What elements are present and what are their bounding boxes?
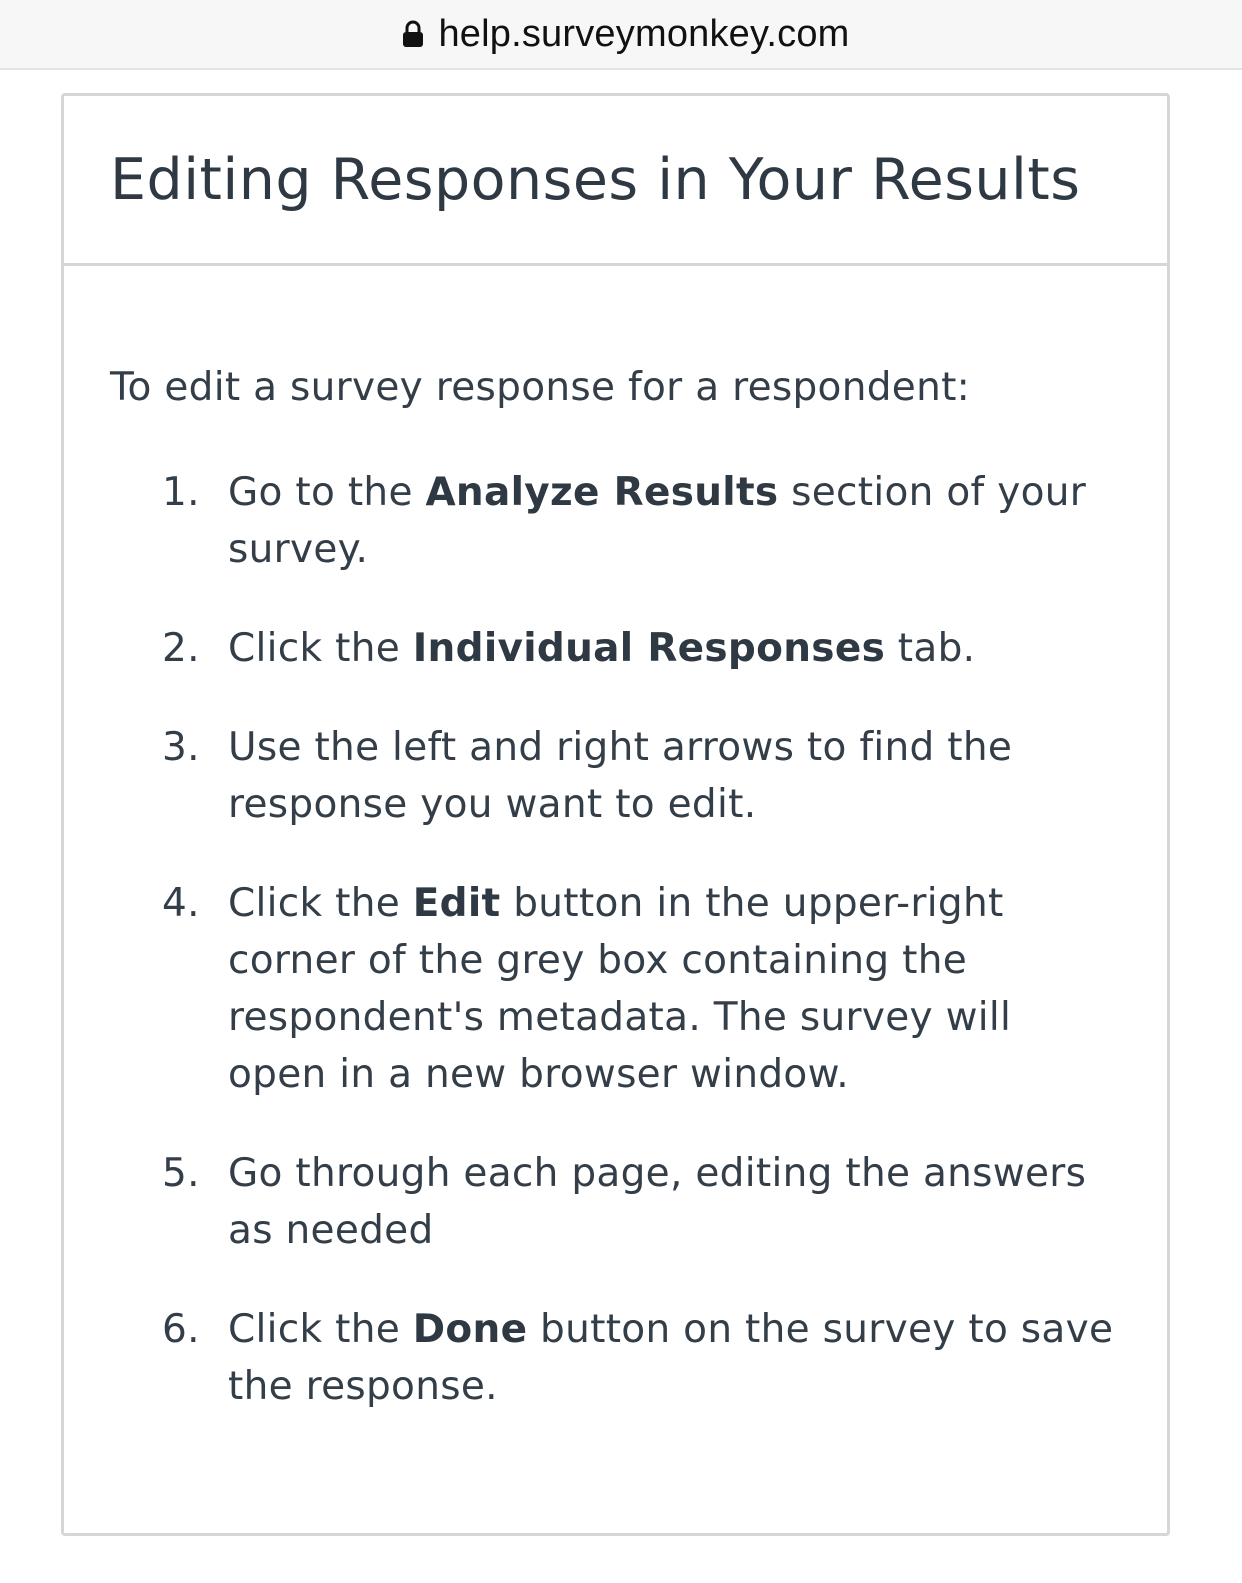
step-text: Go to the — [228, 470, 426, 515]
step-bold: Analyze Results — [425, 470, 779, 515]
step-item — [110, 719, 1121, 833]
step-number: 6. — [162, 1307, 200, 1352]
intro-text: To edit a survey response for a respondent: — [110, 365, 971, 410]
article-header — [64, 96, 1167, 266]
page-title: Editing Responses in Your Results — [110, 146, 1081, 213]
step-text: Click the — [228, 626, 413, 671]
article-card — [61, 93, 1170, 1536]
step-number: 5. — [162, 1151, 200, 1196]
step-number: 4. — [162, 881, 200, 926]
step-number: 2. — [162, 626, 200, 671]
step-item — [110, 620, 1121, 677]
step-text: button in the upper-right corner of the grey box containing the respondent's metadata. The survey will open in a new browser window. — [228, 881, 1012, 1097]
step-text: section of your survey. — [228, 470, 1087, 572]
step-item — [110, 875, 1121, 1103]
step-item — [110, 1301, 1121, 1415]
url-text: help.surveymonkey.com — [438, 12, 850, 55]
address-bar[interactable] — [0, 0, 1242, 70]
step-number: 1. — [162, 470, 200, 515]
step-number: 3. — [162, 725, 200, 770]
step-item — [110, 464, 1121, 578]
step-bold: Edit — [412, 881, 501, 926]
steps-list — [110, 464, 1121, 1415]
lock-icon — [402, 20, 424, 48]
step-item — [110, 1145, 1121, 1259]
url-display[interactable] — [402, 13, 849, 56]
step-text: button on the survey to save the response. — [228, 1307, 1114, 1409]
step-text: Go through each page, editing the answers as needed — [228, 1151, 1087, 1253]
step-text: tab. — [885, 626, 976, 671]
step-text: Click the — [228, 1307, 413, 1352]
step-text: Click the — [228, 881, 413, 926]
step-bold: Individual Responses — [412, 626, 886, 671]
step-text: Use the left and right arrows to find the response you want to edit. — [228, 725, 1013, 827]
article-body — [64, 266, 1167, 1415]
step-bold: Done — [412, 1307, 528, 1352]
